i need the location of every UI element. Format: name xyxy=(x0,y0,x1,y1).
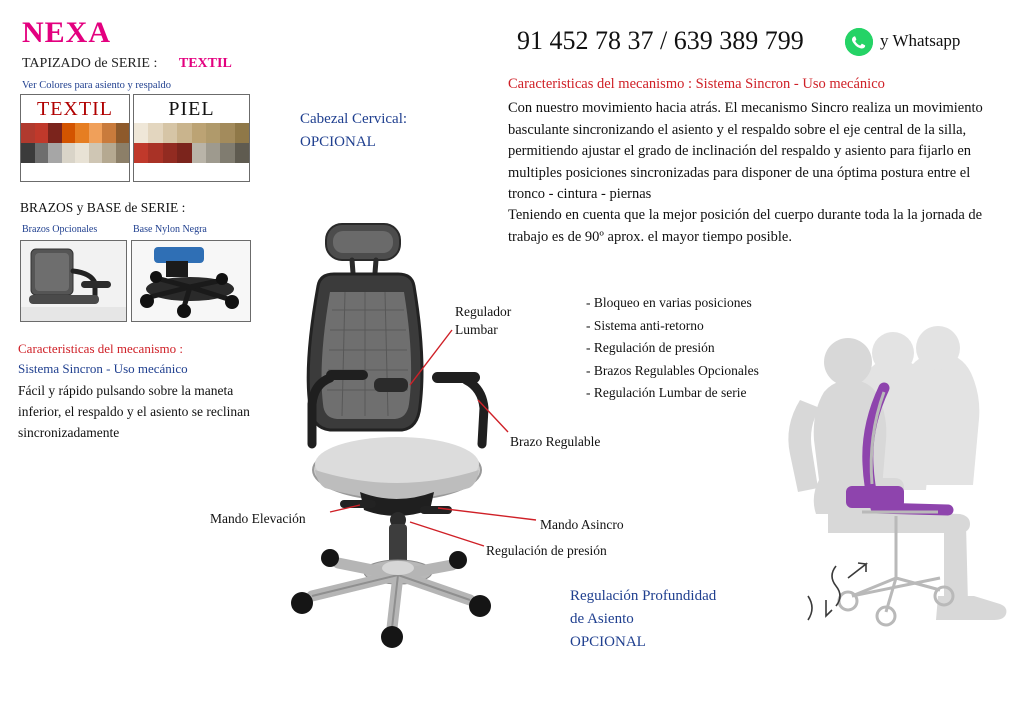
callout-mando-elevacion: Mando Elevación xyxy=(210,511,306,526)
caster-wheel xyxy=(381,626,403,648)
feature-list xyxy=(586,292,759,405)
swatch-piel-7[interactable] xyxy=(235,123,249,143)
swatch-piel-9[interactable] xyxy=(148,143,162,163)
swatch-piel-0[interactable] xyxy=(134,123,148,143)
swatch-textil-0[interactable] xyxy=(21,123,35,143)
chair-armrests xyxy=(312,370,484,444)
swatch-piel-6[interactable] xyxy=(220,123,234,143)
swatch-piel-11[interactable] xyxy=(177,143,191,163)
callout-mando-asincro: Mando Asincro xyxy=(540,517,624,532)
posture-chair-outline xyxy=(839,392,953,625)
pressure-knob xyxy=(390,512,406,528)
posture-main-figure xyxy=(788,338,1006,620)
feature-item: - Brazos Regulables Opcionales xyxy=(586,362,759,378)
caster-wheel xyxy=(321,549,339,567)
chair-backrest xyxy=(308,274,422,430)
swatch-textil-13[interactable] xyxy=(89,143,103,163)
swatch-textil-4[interactable] xyxy=(75,123,89,143)
motion-arrows xyxy=(808,563,866,620)
swatch-piel-15[interactable] xyxy=(235,143,249,163)
callout-brazo-regulable: Brazo Regulable xyxy=(510,434,601,449)
swatch-textil-11[interactable] xyxy=(62,143,76,163)
swatch-textil-12[interactable] xyxy=(75,143,89,163)
chair-headrest xyxy=(326,224,400,286)
swatch-textil-10[interactable] xyxy=(48,143,62,163)
swatch-textil-6[interactable] xyxy=(102,123,116,143)
arms-base-title: BRAZOS y BASE de SERIE : xyxy=(20,200,186,215)
callout-regulacion-profundidad xyxy=(570,585,716,654)
swatch-panel-piel-label: PIEL xyxy=(168,98,215,120)
swatch-panel-piel xyxy=(133,94,250,182)
page-title: NEXA xyxy=(22,16,112,49)
swatch-textil-15[interactable] xyxy=(116,143,130,163)
chair-seat xyxy=(313,437,481,500)
swatch-piel-10[interactable] xyxy=(163,143,177,163)
mechanism-left-body: Fácil y rápido pulsando sobre la maneta inferior, el respaldo y el asiento se reclinan sincronizadamente xyxy=(18,383,250,440)
lumbar-regulator xyxy=(374,378,408,392)
mechanism-left-subtitle: Sistema Sincron - Uso mecánico xyxy=(18,361,188,376)
base-illustration xyxy=(132,241,250,321)
arms-illustration xyxy=(21,241,126,321)
feature-item: - Sistema anti-retorno xyxy=(586,317,704,333)
base-photo xyxy=(131,240,251,322)
callout-cabezal-cervical xyxy=(300,108,407,154)
whatsapp-icon[interactable] xyxy=(845,28,873,56)
feature-item: - Regulación de presión xyxy=(586,340,715,355)
swatch-piel-5[interactable] xyxy=(206,123,220,143)
mando-asincro-lever xyxy=(420,506,452,514)
posture-ghost-figures xyxy=(858,326,980,490)
caster-wheel xyxy=(469,595,491,617)
base-photo-caption: Base Nylon Negra xyxy=(133,224,207,235)
chair-mechanism xyxy=(340,492,452,528)
feature-item: - Bloqueo en varias posiciones xyxy=(586,295,752,310)
chair-base xyxy=(291,549,491,648)
callout-regulador-line2: Lumbar xyxy=(455,322,498,337)
callout-cabezal-optional: OPCIONAL xyxy=(300,134,376,150)
callout-cabezal-title: Cabezal Cervical: xyxy=(300,111,408,127)
swatch-panel-textil-label: TEXTIL xyxy=(37,98,113,120)
swatch-piel-3[interactable] xyxy=(177,123,191,143)
swatch-grid-piel xyxy=(134,123,249,163)
swatch-piel-1[interactable] xyxy=(148,123,162,143)
swatch-textil-14[interactable] xyxy=(102,143,116,163)
swatch-textil-3[interactable] xyxy=(62,123,76,143)
upholstery-series-line xyxy=(22,56,232,72)
upholstery-value: TEXTIL xyxy=(178,56,232,71)
mando-elevacion-lever xyxy=(340,500,376,508)
phone-number[interactable]: 91 452 78 37 / 639 389 799 xyxy=(517,26,804,55)
callout-regulador-line1: Regulador xyxy=(455,304,512,319)
swatch-textil-8[interactable] xyxy=(21,143,35,163)
swatch-textil-1[interactable] xyxy=(35,123,49,143)
callout-profundidad-line2: de Asiento xyxy=(570,611,634,627)
swatch-panel-textil xyxy=(20,94,130,182)
callout-regulador-lumbar xyxy=(455,303,511,339)
swatch-textil-2[interactable] xyxy=(48,123,62,143)
colors-note: Ver Colores para asiento y respaldo xyxy=(22,80,171,91)
arms-photo-caption: Brazos Opcionales xyxy=(22,224,98,235)
mechanism-paragraph-1: Con nuestro movimiento hacia atrás. El mecanismo Sincro realiza un movimiento basculante sincronizando el asiento y el respaldo sobre el eje central de la silla, permitiendo ajustar el grado de inclinación del respaldo y asiento para fijarlo en multiples posiciones sincronizadas para disponer de una óptima postura entre el tronco - cintura - piernas xyxy=(508,100,983,202)
mechanism-paragraph-2: Teniendo en cuenta que la mejor posición del cuerpo durante toda la la jornada de trabajo es de 90º aprox. el mayor tiempo posible. xyxy=(508,207,983,245)
mechanism-title: Caracteristicas del mecanismo : Sistema Sincron - Uso mecánico xyxy=(508,76,885,92)
swatch-grid-textil xyxy=(21,123,129,163)
swatch-textil-9[interactable] xyxy=(35,143,49,163)
swatch-textil-5[interactable] xyxy=(89,123,103,143)
callout-profundidad-optional: OPCIONAL xyxy=(570,634,646,650)
posture-highlight-spine xyxy=(868,388,948,510)
mechanism-left-title: Caracteristicas del mecanismo : xyxy=(18,341,183,356)
whatsapp-label: y Whatsapp xyxy=(880,31,961,50)
gas-cylinder xyxy=(389,524,407,566)
swatch-piel-12[interactable] xyxy=(192,143,206,163)
upholstery-label: TAPIZADO de SERIE : xyxy=(22,56,158,71)
caster-wheel xyxy=(449,551,467,569)
feature-item: - Regulación Lumbar de serie xyxy=(586,385,747,400)
swatch-textil-7[interactable] xyxy=(116,123,130,143)
arms-photo xyxy=(20,240,127,322)
posture-highlight-seat xyxy=(846,486,904,508)
swatch-piel-8[interactable] xyxy=(134,143,148,163)
swatch-piel-14[interactable] xyxy=(220,143,234,163)
swatch-piel-13[interactable] xyxy=(206,143,220,163)
callout-regulacion-presion: Regulación de presión xyxy=(486,543,607,558)
swatch-piel-4[interactable] xyxy=(192,123,206,143)
swatch-piel-2[interactable] xyxy=(163,123,177,143)
callout-profundidad-line1: Regulación Profundidad xyxy=(570,588,717,604)
caster-wheel xyxy=(291,592,313,614)
